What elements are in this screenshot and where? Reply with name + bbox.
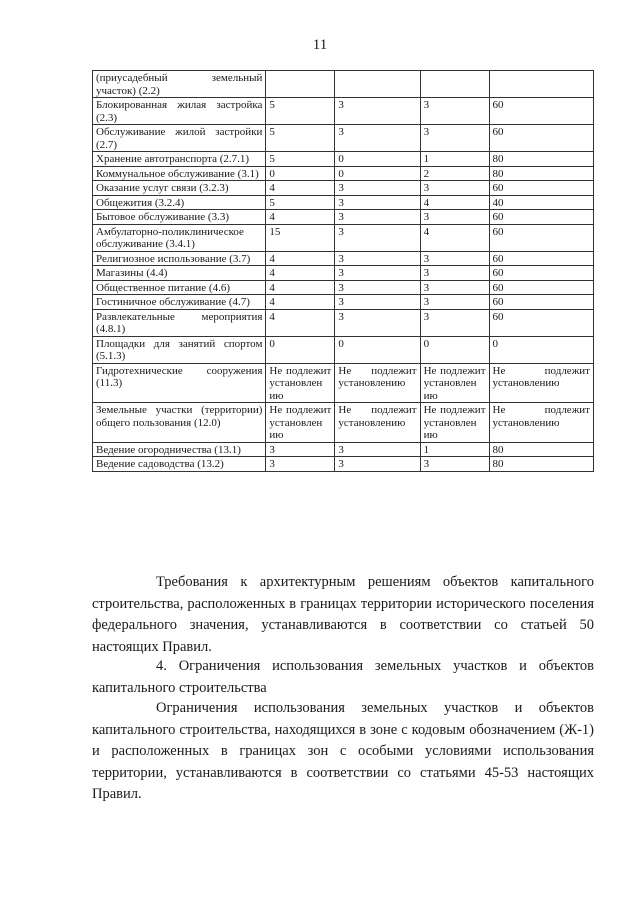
table-row xyxy=(93,442,594,457)
value-cell-2: 3 xyxy=(335,309,420,336)
value-cell-1: 5 xyxy=(266,195,335,210)
value-cell-3: 3 xyxy=(420,266,489,281)
table-row xyxy=(93,71,594,98)
value-cell-4: 60 xyxy=(489,98,593,125)
paragraph-restrictions xyxy=(92,698,594,806)
value-cell-1: 4 xyxy=(266,266,335,281)
value-cell-3: 1 xyxy=(420,442,489,457)
land-use-name-cell: Гостиничное обслуживание (4.7) xyxy=(93,295,266,310)
value-cell-3: 3 xyxy=(420,125,489,152)
value-cell-3: 3 xyxy=(420,251,489,266)
value-cell-4: Не подлежит установлению xyxy=(489,363,593,403)
land-use-name-cell: Оказание услуг связи (3.2.3) xyxy=(93,181,266,196)
value-cell-4: 60 xyxy=(489,280,593,295)
value-cell-1: 0 xyxy=(266,336,335,363)
value-cell-1: 3 xyxy=(266,442,335,457)
regulations-table xyxy=(92,70,594,472)
value-cell-1: 5 xyxy=(266,152,335,167)
value-cell-1: Не подлежит установлен ию xyxy=(266,403,335,443)
value-cell-3: 4 xyxy=(420,195,489,210)
value-cell-3: 3 xyxy=(420,295,489,310)
value-cell-3: 1 xyxy=(420,152,489,167)
value-cell-3: 3 xyxy=(420,309,489,336)
land-use-name-cell: (приусадебный земельный участок) (2.2) xyxy=(93,71,266,98)
table-row xyxy=(93,152,594,167)
value-cell-2: 3 xyxy=(335,295,420,310)
land-use-name-cell: Общественное питание (4.6) xyxy=(93,280,266,295)
value-cell-3: Не подлежит установлен ию xyxy=(420,363,489,403)
value-cell-4: 60 xyxy=(489,181,593,196)
land-use-name-cell: Хранение автотранспорта (2.7.1) xyxy=(93,152,266,167)
land-use-name-cell: Бытовое обслуживание (3.3) xyxy=(93,210,266,225)
section-heading-text: 4. Ограничения использования земельных участков и объектов капитального строительства xyxy=(92,658,594,696)
table-row xyxy=(93,295,594,310)
value-cell-1: 3 xyxy=(266,457,335,472)
value-cell-4: 80 xyxy=(489,457,593,472)
value-cell-1: 4 xyxy=(266,251,335,266)
value-cell-3: Не подлежит установлен ию xyxy=(420,403,489,443)
value-cell-3: 3 xyxy=(420,98,489,125)
land-use-name-cell: Общежития (3.2.4) xyxy=(93,195,266,210)
land-use-name-cell: Площадки для занятий спортом (5.1.3) xyxy=(93,336,266,363)
value-cell-4: 60 xyxy=(489,125,593,152)
value-cell-1: 4 xyxy=(266,295,335,310)
value-cell-1: 5 xyxy=(266,98,335,125)
paragraph-architectural-requirements xyxy=(92,572,594,658)
value-cell-1: 4 xyxy=(266,181,335,196)
table-row xyxy=(93,251,594,266)
land-use-name-cell: Коммунальное обслуживание (3.1) xyxy=(93,166,266,181)
value-cell-1: 4 xyxy=(266,309,335,336)
value-cell-3: 3 xyxy=(420,181,489,196)
table-row xyxy=(93,98,594,125)
land-use-name-cell: Гидротехнические сооружения (11.3) xyxy=(93,363,266,403)
value-cell-2: 3 xyxy=(335,224,420,251)
table-body xyxy=(93,71,594,472)
paragraph-text: Ограничения использования земельных участков и объектов капитального строительства, находящихся в зоне с кодовым обозначением (Ж-1) и расположенных в границах зон с особыми условиями использования территории, устанавливаются в соответствии со статьями 45-53 настоящих Правил. xyxy=(92,700,594,802)
value-cell-3 xyxy=(420,71,489,98)
value-cell-1: 15 xyxy=(266,224,335,251)
table-row xyxy=(93,125,594,152)
value-cell-1: Не подлежит установлен ию xyxy=(266,363,335,403)
table-row xyxy=(93,309,594,336)
value-cell-1: 4 xyxy=(266,210,335,225)
value-cell-4: 60 xyxy=(489,295,593,310)
value-cell-4: 80 xyxy=(489,442,593,457)
paragraph-text: Требования к архитектурным решениям объектов капитального строительства, расположенных в границах территории исторического поселения федерального значения, устанавливаются в соответствии со статьей 50 настоящих Правил. xyxy=(92,574,594,655)
value-cell-2: 0 xyxy=(335,336,420,363)
land-use-name-cell: Магазины (4.4) xyxy=(93,266,266,281)
value-cell-2: 3 xyxy=(335,98,420,125)
value-cell-3: 4 xyxy=(420,224,489,251)
value-cell-3: 3 xyxy=(420,210,489,225)
value-cell-4: 60 xyxy=(489,210,593,225)
value-cell-3: 0 xyxy=(420,336,489,363)
table-row xyxy=(93,224,594,251)
land-use-name-cell: Земельные участки (территории) общего пользования (12.0) xyxy=(93,403,266,443)
value-cell-2: Не подлежит установлению xyxy=(335,403,420,443)
land-use-name-cell: Религиозное использование (3.7) xyxy=(93,251,266,266)
table-row xyxy=(93,403,594,443)
table-row xyxy=(93,266,594,281)
value-cell-2: 3 xyxy=(335,442,420,457)
table-row xyxy=(93,280,594,295)
value-cell-4: 0 xyxy=(489,336,593,363)
land-use-name-cell: Амбулаторно-поликлиническое обслуживание (3.4.1) xyxy=(93,224,266,251)
value-cell-2: 0 xyxy=(335,152,420,167)
section-heading-restrictions xyxy=(92,656,594,699)
table-row xyxy=(93,336,594,363)
value-cell-2: Не подлежит установлению xyxy=(335,363,420,403)
land-use-name-cell: Ведение огородничества (13.1) xyxy=(93,442,266,457)
value-cell-2: 0 xyxy=(335,166,420,181)
land-use-name-cell: Блокированная жилая застройка (2.3) xyxy=(93,98,266,125)
value-cell-3: 3 xyxy=(420,457,489,472)
value-cell-2: 3 xyxy=(335,251,420,266)
value-cell-3: 3 xyxy=(420,280,489,295)
land-use-name-cell: Обслуживание жилой застройки (2.7) xyxy=(93,125,266,152)
value-cell-1: 0 xyxy=(266,166,335,181)
value-cell-2: 3 xyxy=(335,210,420,225)
value-cell-4: 80 xyxy=(489,152,593,167)
value-cell-2 xyxy=(335,71,420,98)
value-cell-2: 3 xyxy=(335,181,420,196)
value-cell-3: 2 xyxy=(420,166,489,181)
value-cell-4: Не подлежит установлению xyxy=(489,403,593,443)
value-cell-4 xyxy=(489,71,593,98)
value-cell-4: 60 xyxy=(489,266,593,281)
value-cell-1 xyxy=(266,71,335,98)
page-number: 11 xyxy=(312,37,328,53)
table-row xyxy=(93,210,594,225)
value-cell-4: 60 xyxy=(489,251,593,266)
table-row xyxy=(93,457,594,472)
value-cell-2: 3 xyxy=(335,195,420,210)
land-use-name-cell: Ведение садоводства (13.2) xyxy=(93,457,266,472)
value-cell-4: 60 xyxy=(489,309,593,336)
table-row xyxy=(93,363,594,403)
table-row xyxy=(93,166,594,181)
value-cell-4: 80 xyxy=(489,166,593,181)
value-cell-1: 4 xyxy=(266,280,335,295)
table-row xyxy=(93,195,594,210)
value-cell-4: 60 xyxy=(489,224,593,251)
value-cell-2: 3 xyxy=(335,457,420,472)
table-row xyxy=(93,181,594,196)
value-cell-2: 3 xyxy=(335,125,420,152)
value-cell-2: 3 xyxy=(335,266,420,281)
value-cell-2: 3 xyxy=(335,280,420,295)
land-use-name-cell: Развлекательные мероприятия (4.8.1) xyxy=(93,309,266,336)
value-cell-4: 40 xyxy=(489,195,593,210)
value-cell-1: 5 xyxy=(266,125,335,152)
